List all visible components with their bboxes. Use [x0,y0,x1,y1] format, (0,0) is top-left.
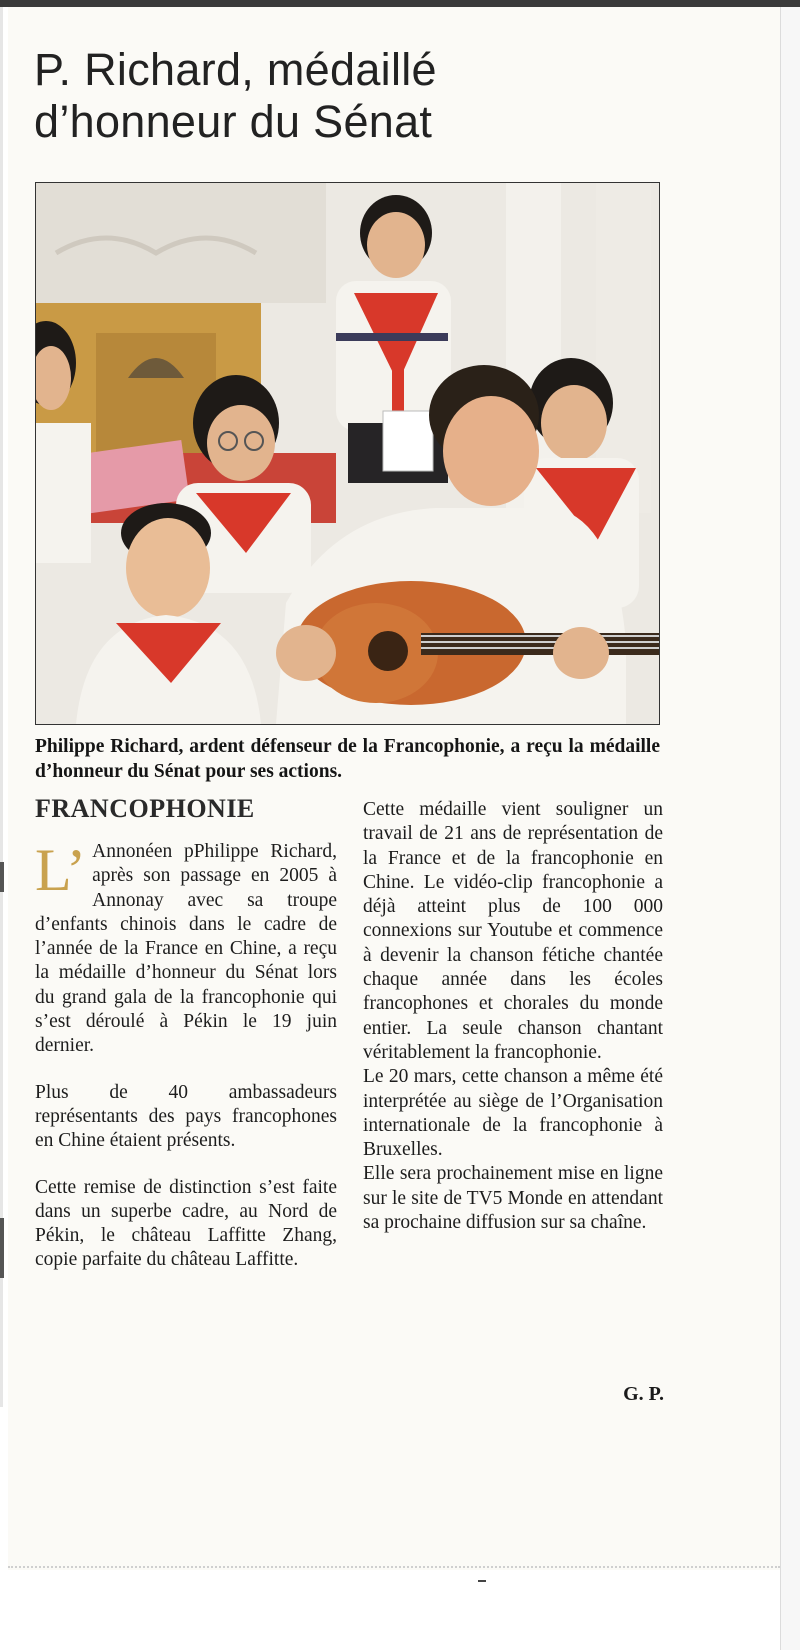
scan-right-margin [780,7,800,1650]
scan-top-border [0,0,800,7]
article-column-right [363,798,663,1235]
article-column-left [35,794,337,1273]
scan-edge-mark [0,1218,4,1278]
page-divider [8,1566,780,1568]
article-paragraph: Elle sera prochainement mise en ligne sur le site de TV5 Monde en attendant sa prochaine diffusion sur sa chaîne. [363,1163,663,1234]
article-paragraph: Cette médaille vient souligner un travail de 21 ans de représentation de la France et de la francophonie en Chine. Le vidéo-clip francophonie a déjà atteint plus de 100 000 connexions sur Youtube et commence à devenir la chanson fétiche chantée chaque année dans les écoles francophones et chorales du monde entier. La seule chanson chantant véritablement la francophonie. [363,799,663,1063]
article-paragraph: Le 20 mars, cette chanson a même été interprétée au siège de l’Organisation internationale de la francophonie à Bruxelles. [363,1066,663,1161]
scan-mark [478,1580,486,1582]
article-paragraph [35,837,337,1059]
article-photo [35,182,660,725]
headline: P. Richard, médaillé d’honneur du Sénat [34,44,437,147]
photo-caption: Philippe Richard, ardent défenseur de la Francophonie, a reçu la médaille d’honneur du Sénat pour ses actions. [35,736,660,782]
article-paragraph: Plus de 40 ambassadeurs représentants des pays francophones en Chine étaient présents. [35,1081,337,1152]
author-signature: G. P. [623,1383,664,1405]
photo-children-choir-guitar-icon [36,183,659,724]
scan-edge-mark [0,862,4,892]
drop-cap: L’ [35,837,87,903]
section-rubric: FRANCOPHONIE [35,794,255,823]
article-paragraph: Cette remise de distinction s’est faite dans un superbe cadre, au Nord de Pékin, le château Laffitte Zhang, copie parfaite du château Laffitte. [35,1176,337,1271]
scan-left-edge [0,7,3,1407]
paragraph-text: Annonéen pPhilippe Richard, après son passage en 2005 à Annonay avec sa troupe d’enfants chinois dans le cadre de l’année de la France en Chine, a reçu la médaille d’honneur du Sénat lors du grand gala de la francophonie qui s’est déroulé à Pékin le 19 juin dernier. [35,841,337,1057]
